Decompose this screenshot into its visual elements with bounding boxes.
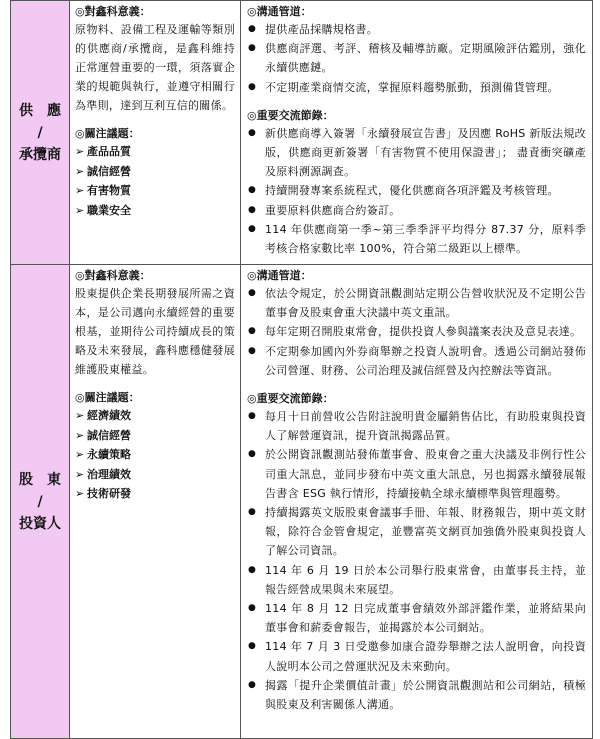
- topics-list: [75, 406, 235, 504]
- label-line: /: [37, 493, 43, 510]
- arrow-icon: ➢: [75, 448, 85, 461]
- label-line: /: [37, 124, 43, 141]
- significance-title: ◎對鑫科意義：: [75, 5, 151, 18]
- channels-list: [247, 20, 586, 97]
- highlight-item: ● 114 年 7 月 3 日受邀參加康合證券舉辦之法人說明會，向投資人說明本公司之營運狀況及未來動向。: [247, 637, 586, 675]
- highlights-list: [247, 407, 586, 714]
- significance-text: 股東提供企業長期發展所需之資本，是公司邁向永續經營的重要根基，並期待公司持續成長的策略及未來發展，鑫科應穩健發展維護股東權益。: [75, 287, 235, 376]
- highlight-item: ● 揭露「提升企業價值計畫」於公開資訊觀測站和公司網站，積極與股東及利害關係人溝通。: [247, 676, 586, 714]
- topic-item: ➢ 技術研發: [75, 484, 235, 504]
- highlight-item: ● 持續揭露英文版股東會議事手冊、年報、財務報告，期中英文財報，除符合金管會規定，並豐富英文網頁加強僑外股東與投資人了解公司資訊。: [247, 503, 586, 561]
- channel-item: ● 不定期產業商情交流，掌握原料趨勢脈動，預測備貨管理。: [247, 78, 586, 97]
- arrow-icon: ➢: [75, 487, 85, 500]
- stakeholder-label-suppliers: [11, 1, 70, 265]
- stakeholder-label-shareholders: [11, 265, 70, 739]
- suppliers-row: [11, 1, 593, 265]
- channels-list: [247, 284, 586, 380]
- highlight-item: ● 新供應商導入簽署「永續發展宣告書」及因應 RoHS 新版法規改版，供應商更新簽署「有害物質不使用保證書」； 盡責衝突礦產及原料溯源調查。: [247, 124, 586, 182]
- highlight-item: ● 每月十日前營收公告附註說明貴金屬銷售佔比，有助股東與投資人了解營運資訊，提升資訊揭露品質。: [247, 407, 586, 445]
- highlights-list: [247, 124, 586, 258]
- label-line: 承攬商: [19, 146, 61, 163]
- channel-item: ● 依法令規定，於公開資訊觀測站定期公告營收狀況及不定期公告董事會及股東會重大決議中英文重訊。: [247, 284, 586, 322]
- significance-cell: [70, 1, 241, 265]
- arrow-icon: ➢: [75, 409, 85, 422]
- highlight-item: ● 持續開發專案系統程式，優化供應商各項評鑑及考核管理。: [247, 181, 586, 200]
- arrow-icon: ➢: [75, 184, 85, 197]
- channel-item: ● 提供產品採購規格書。: [247, 20, 586, 39]
- topic-item: ➢ 治理績效: [75, 465, 235, 485]
- label-line: 供 應: [19, 102, 61, 119]
- highlight-item: ● 114 年 6 月 19 日於本公司舉行股東常會，由董事長主持，並報告經營成果與未來展望。: [247, 561, 586, 599]
- significance-cell: [70, 265, 241, 739]
- topic-item: ➢ 誠信經營: [75, 426, 235, 446]
- highlight-item: ● 114 年供應商第一季~第三季季評平均得分 87.37 分，原料季考核合格家數比率 100%，符合第二級距以上標準。: [247, 220, 586, 258]
- highlight-item: ● 重要原料供應商合約簽訂。: [247, 201, 586, 220]
- highlight-item: ● 114 年 8 月 12 日完成董事會績效外部評鑑作業，並將結果向董事會和薪委會報告，並揭露於本公司網站。: [247, 599, 586, 637]
- channels-title: ◎溝通管道：: [247, 269, 312, 282]
- topic-item: ➢ 經濟績效: [75, 406, 235, 426]
- stakeholder-table: [10, 0, 593, 739]
- topic-item: ➢ 有害物質: [75, 181, 235, 201]
- arrow-icon: ➢: [75, 203, 85, 217]
- label-line: 投資人: [19, 515, 61, 532]
- highlight-item: ● 於公開資訊觀測站發佈董事會、股東會之重大決議及非例行性公司重大訊息，並同步發布中英文重大訊息，另也揭露永續發展報告書含 ESG 執行情形，持續接軌全球永續標準與管理趨勢。: [247, 445, 586, 503]
- arrow-icon: ➢: [75, 428, 85, 442]
- topics-list: [75, 142, 235, 220]
- arrow-icon: ➢: [75, 467, 85, 481]
- channels-title: ◎溝通管道：: [247, 5, 312, 18]
- concerns-title: ◎關注議題：: [75, 391, 140, 404]
- highlights-title: ◎重要交流節錄：: [247, 392, 334, 406]
- concerns-title: ◎關注議題：: [75, 127, 140, 140]
- significance-title: ◎對鑫科意義：: [75, 269, 151, 282]
- channels-cell: [241, 1, 593, 265]
- channel-item: ● 供應商評選、考評、稽核及輔導訪廠。定期風險評估鑑別，強化永續供應鏈。: [247, 39, 586, 77]
- topic-item: ➢ 誠信經營: [75, 162, 235, 182]
- arrow-icon: ➢: [75, 164, 85, 178]
- topic-item: ➢ 永續策略: [75, 445, 235, 465]
- highlights-title: ◎重要交流節錄：: [247, 108, 334, 122]
- topic-item: ➢ 產品品質: [75, 142, 235, 162]
- channels-cell: [241, 265, 593, 739]
- channel-item: ● 不定期參加國內外券商舉辦之投資人說明會。透過公司網站發佈公司營運、財務、公司治理及誠信經營及內控辦法等資訊。: [247, 342, 586, 380]
- label-line: 股 東: [19, 471, 61, 488]
- shareholders-row: [11, 265, 593, 739]
- channel-item: ● 每年定期召開股東常會，提供投資人參與議案表決及意見表達。: [247, 322, 586, 341]
- arrow-icon: ➢: [75, 145, 85, 158]
- significance-text: 原物料、設備工程及運輸等類別的供應商/承攬商，是鑫科維持正常運營重要的一環，須落實企業的規範與執行，並遵守相關行為準則，達到互利互信的關係。: [75, 23, 235, 112]
- topic-item: ➢ 職業安全: [75, 201, 235, 221]
